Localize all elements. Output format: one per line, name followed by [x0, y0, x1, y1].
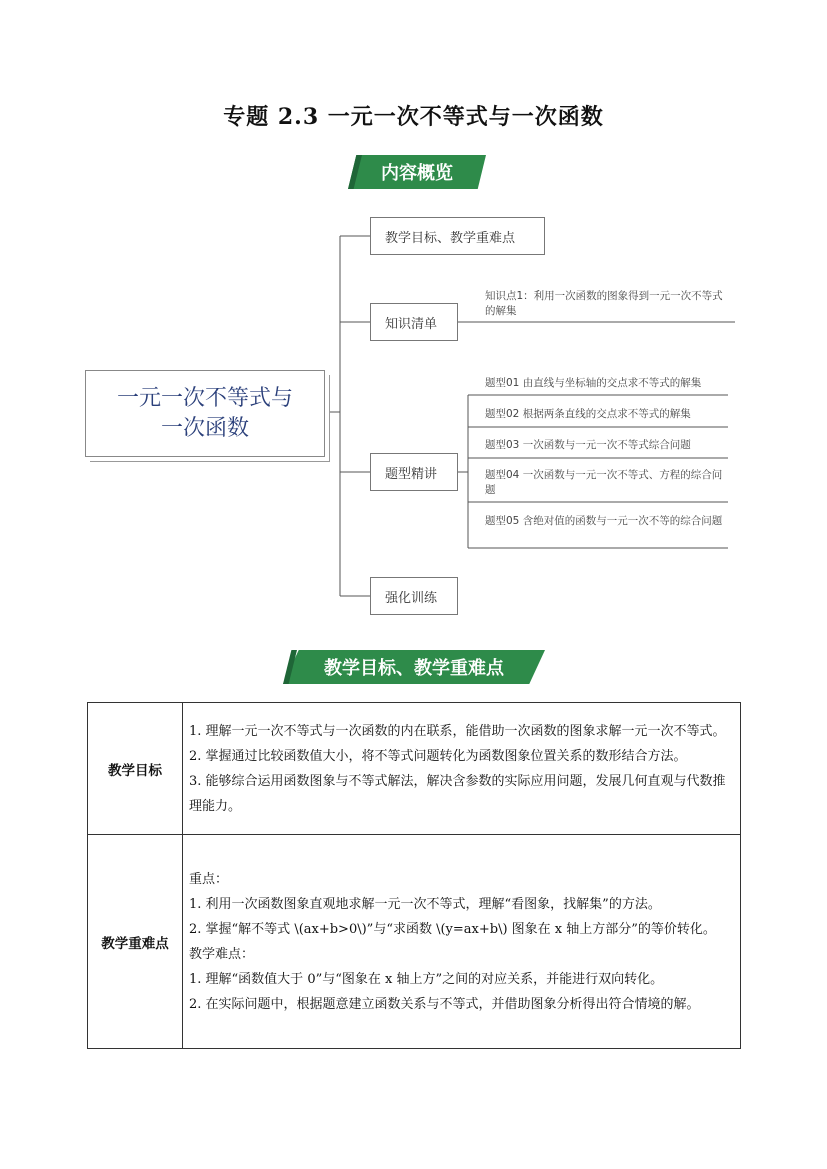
topic-leaf: 题型01 由直线与坐标轴的交点求不等式的解集 [485, 377, 702, 389]
goals-table [87, 702, 741, 1049]
goal-item: 3. 能够综合运用函数图象与不等式解法，解决含参数的实际应用问题，发展几何直观与代数推理能力。 [189, 773, 726, 814]
table-row [88, 835, 741, 1049]
overview-banner [348, 155, 486, 189]
keypoint-item: 1. 利用一次函数图象直观地求解一元一次不等式，理解“看图象，找解集”的方法。 [189, 896, 661, 912]
keypoint-item: 教学难点： [189, 946, 255, 962]
root-line-2: 一次函数 [160, 415, 249, 441]
mind-map-root [85, 370, 325, 457]
keypoint-item: 2. 在实际问题中，根据题意建立函数关系与不等式，并借助图象分析得出符合情境的解。 [189, 996, 700, 1012]
topic-leaf: 题型02 根据两条直线的交点求不等式的解集 [485, 408, 691, 420]
row-content-goals [183, 703, 741, 835]
goals-banner-label: 教学目标、教学重难点 [324, 658, 504, 679]
goal-item: 2. 掌握通过比较函数值大小，将不等式问题转化为函数图象位置关系的数形结合方法。 [189, 748, 687, 764]
branch-training [370, 577, 458, 615]
root-line-1: 一元一次不等式与 [116, 385, 293, 411]
row-content-keypoints [183, 835, 741, 1049]
keypoint-item: 1. 理解“函数值大于 0”与“图象在 x 轴上方”之间的对应关系，并能进行双向转化。 [189, 971, 664, 987]
branch-knowledge-label: 知识清单 [385, 316, 438, 332]
goals-banner [283, 650, 545, 684]
branch-topics-label: 题型精讲 [385, 466, 438, 482]
knowledge-leaf: 知识点1：利用一次函数的图象得到一元一次不等式的解集 [485, 290, 723, 317]
goal-item: 1. 理解一元一次不等式与一次函数的内在联系，能借助一次函数的图象求解一元一次不等式。 [189, 723, 726, 739]
row-label-keypoints: 教学重难点 [88, 835, 183, 1049]
row-label-goals: 教学目标 [88, 703, 183, 835]
branch-topics [370, 453, 458, 491]
branch-knowledge [370, 303, 458, 341]
branch-training-label: 强化训练 [385, 590, 438, 606]
topic-leaf: 题型03 一次函数与一元一次不等式综合问题 [485, 439, 691, 451]
branch-goals-label: 教学目标、教学重难点 [385, 230, 516, 246]
keypoint-item: 重点： [189, 871, 229, 887]
topic-leaf: 题型05 含绝对值的函数与一元一次不等的综合问题 [485, 515, 723, 527]
topic-leaf: 题型04 一次函数与一元一次不等式、方程的综合问题 [485, 469, 723, 496]
page-title: 专题 2.3 一元一次不等式与一次函数 [223, 104, 604, 130]
overview-banner-label: 内容概览 [381, 163, 453, 184]
keypoint-item: 2. 掌握“解不等式 \(ax+b>0\)”与“求函数 \(y=ax+b\) 图象在 x 轴上方部分”的等价转化。 [189, 921, 716, 937]
branch-goals [370, 217, 545, 255]
table-row [88, 703, 741, 835]
